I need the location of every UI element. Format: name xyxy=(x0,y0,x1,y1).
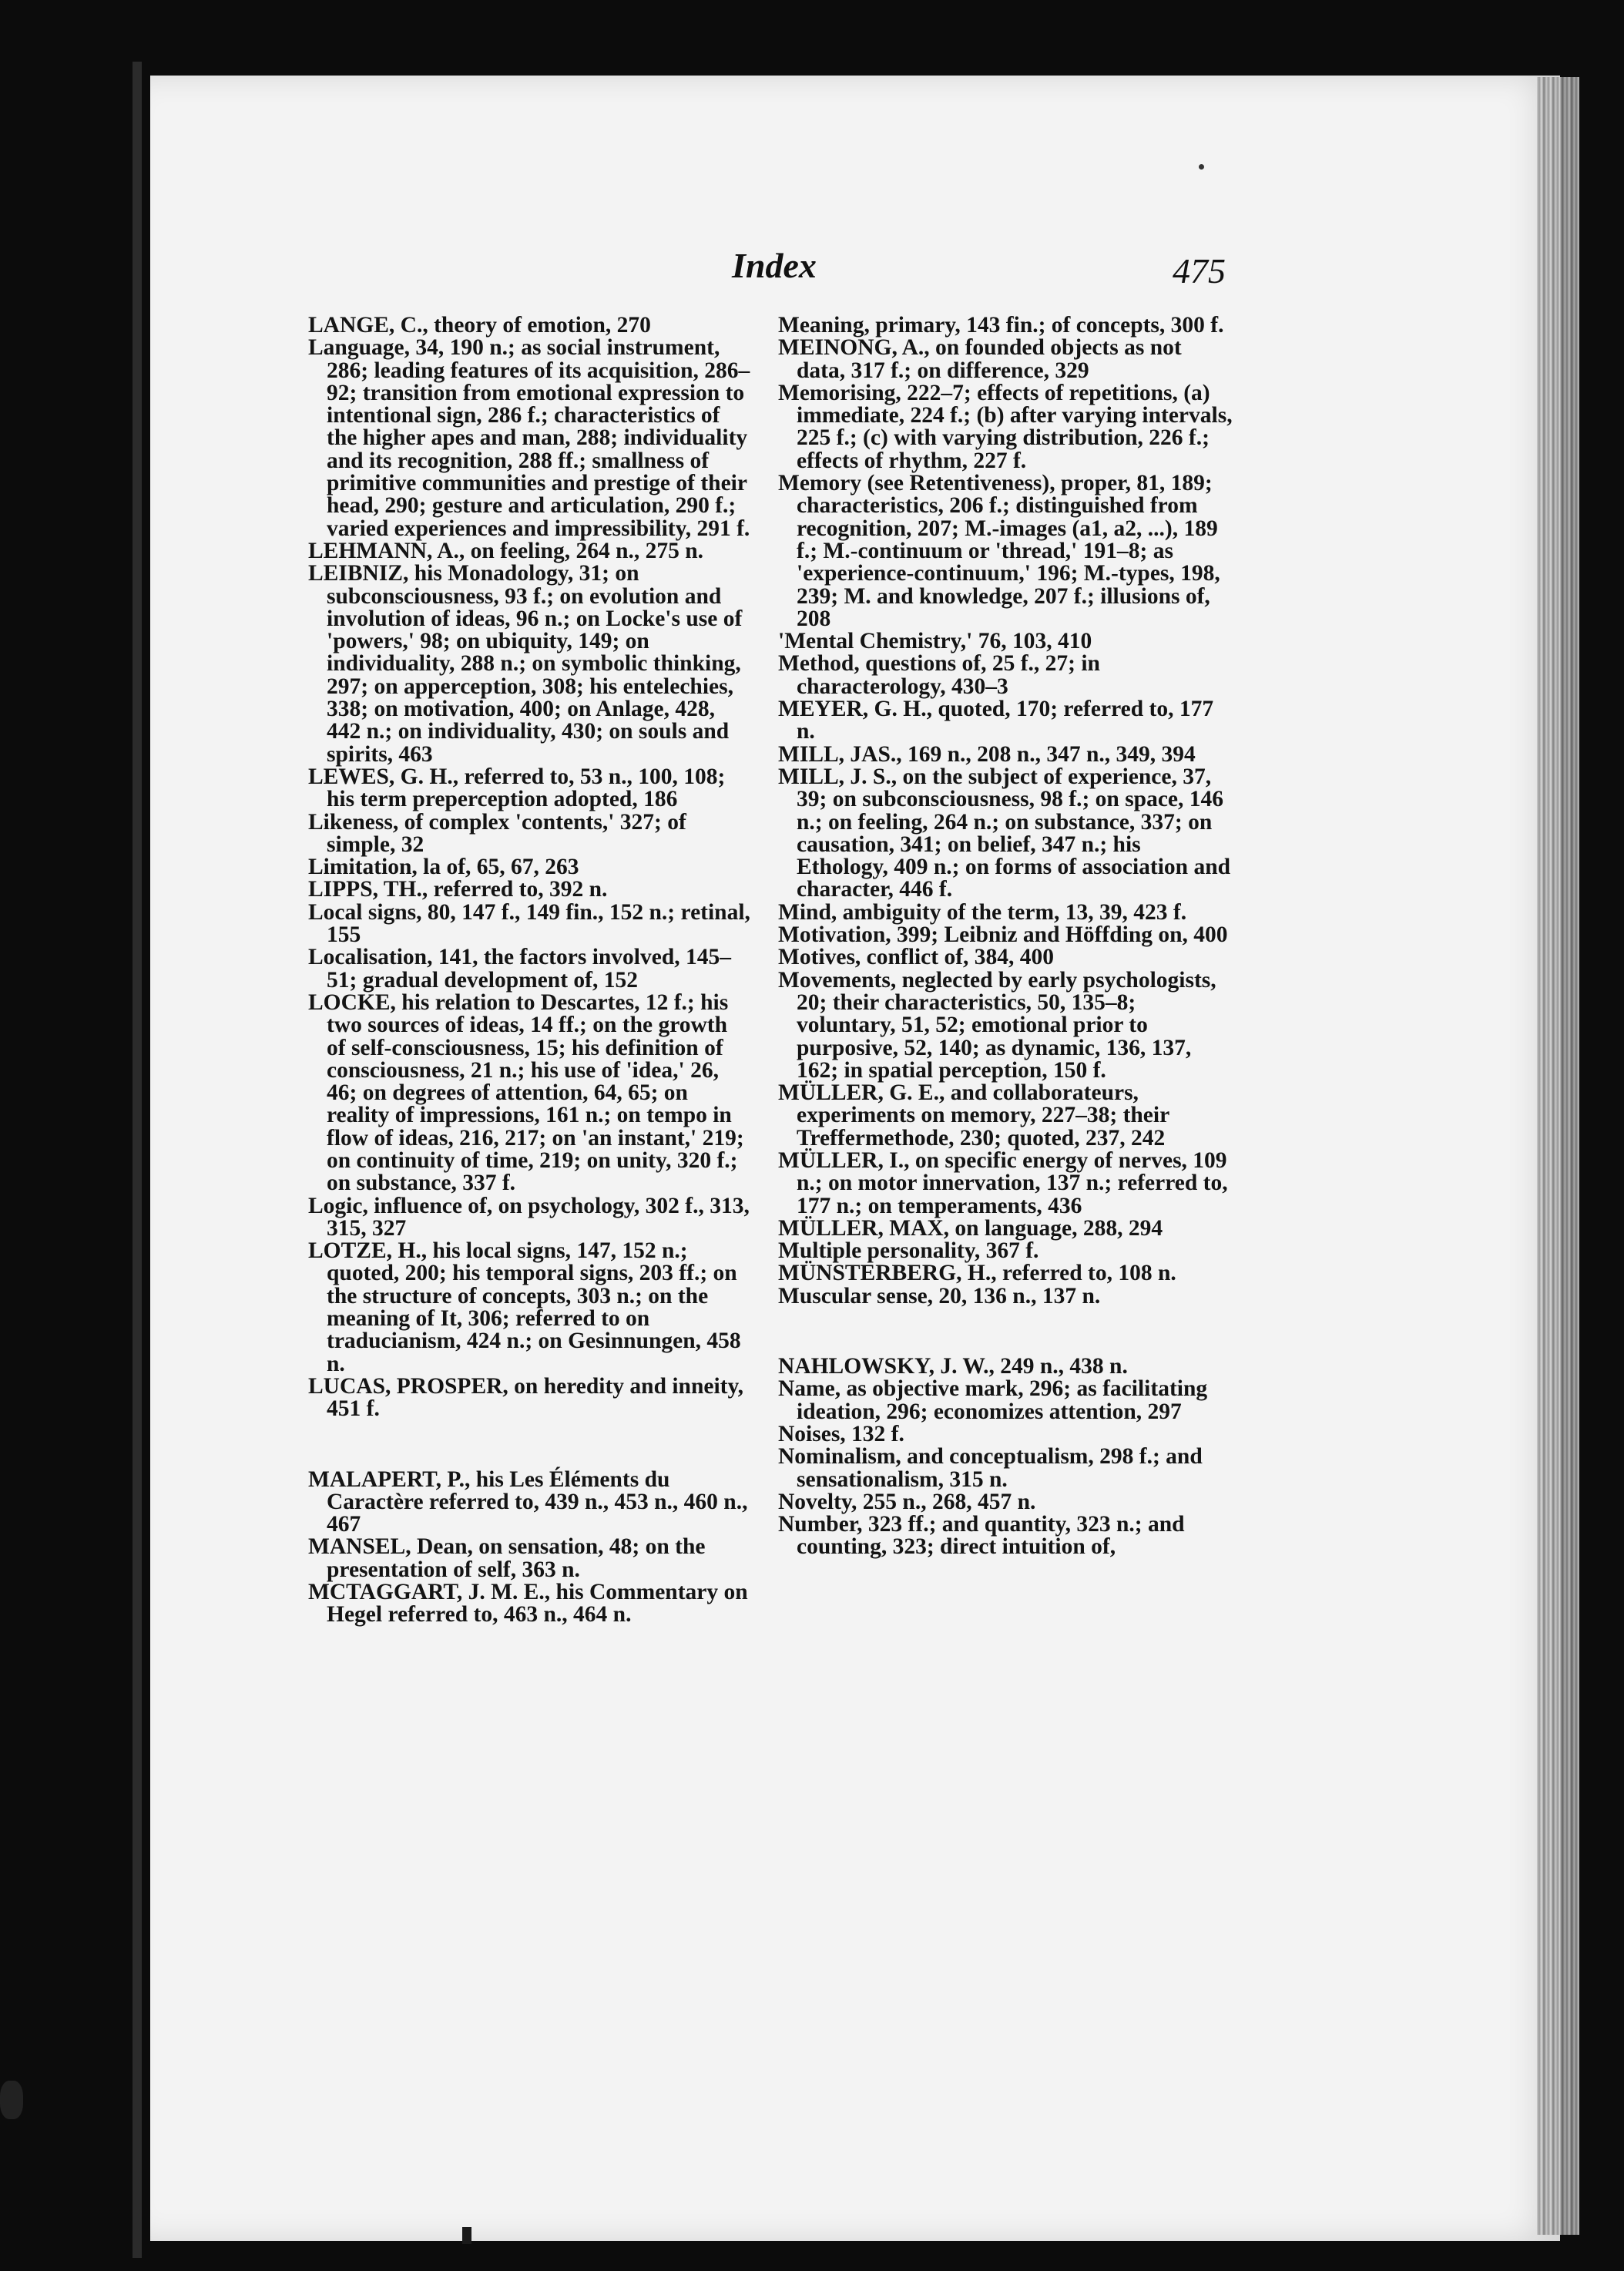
index-entry: MILL, J. S., on the subject of experience, 37, 39; on subconsciousness, 98 f.; on space, 146 n.; on feeling, 264 n.; on substance, 337; on causation, 341; on belief, 347 n.; his Ethology, 409 n.; on forms of association and character, 446 f. xyxy=(778,764,1231,902)
index-entry: MEINONG, A., on founded objects as not data, 317 f.; on difference, 329 xyxy=(778,335,1182,383)
index-entry: MALAPERT, P., his Les Éléments du Caractère referred to, 439 n., 453 n., 460 n., 467 xyxy=(308,1466,748,1537)
index-entry: Movements, neglected by early psychologists, 20; their characteristics, 50, 135–8; voluntary, 51, 52; emotional prior to purposive, 52, 140; as dynamic, 136, 137, 162; in spatial perception, 150 f. xyxy=(778,967,1216,1083)
section-gap xyxy=(308,1421,751,1469)
section-gap xyxy=(778,1308,1233,1356)
page-number: 475 xyxy=(1173,251,1226,291)
index-entry: Muscular sense, 20, 136 n., 137 n. xyxy=(778,1283,1101,1309)
index-entry: Local signs, 80, 147 f., 149 fin., 152 n.; retinal, 155 xyxy=(308,899,750,948)
index-entry: MEYER, G. H., quoted, 170; referred to, 177 n. xyxy=(778,697,1214,744)
binding-gutter xyxy=(133,62,142,2258)
index-column-right xyxy=(778,314,1233,1559)
index-entry: Name, as objective mark, 296; as facilitating ideation, 296; economizes attention, 297 xyxy=(778,1376,1208,1424)
index-entry: MILL, JAS., 169 n., 208 n., 347 n., 349, 394 xyxy=(778,741,1196,767)
index-entry: NAHLOWSKY, J. W., 249 n., 438 n. xyxy=(778,1354,1128,1379)
index-entry: Novelty, 255 n., 268, 457 n. xyxy=(778,1489,1036,1514)
index-column-left xyxy=(308,314,751,1627)
index-entry: MANSEL, Dean, on sensation, 48; on the presentation of self, 363 n. xyxy=(308,1534,706,1582)
index-entry: Logic, influence of, on psychology, 302 f., 313, 315, 327 xyxy=(308,1193,750,1241)
index-entry: LEIBNIZ, his Monadology, 31; on subconsciousness, 93 f.; on evolution and involution of ideas, 96 n.; on Locke's use of 'powers,' 98; on ubiquity, 149; on individuality, 288 n.; on symbolic thinking, 297; on apperception, 308; his entelechies, 338; on motivation, 400; on Anlage, 428, 442 n.; on individuality, 430; on souls and spirits, 463 xyxy=(308,561,743,767)
index-entry: LOCKE, his relation to Descartes, 12 f.; his two sources of ideas, 14 ff.; on the growth of self-consciousness, 15; his definition of consciousness, 21 n.; his use of 'idea,' 26, 46; on degrees of attention, 64, 65; on reality of impressions, 161 n.; on tempo in flow of ideas, 216, 217; on 'an instant,' 219; on continuity of time, 219; on unity, 320 f.; on substance, 337 f. xyxy=(308,989,744,1196)
index-entry: Multiple personality, 367 f. xyxy=(778,1238,1039,1264)
index-entry: LOTZE, H., his local signs, 147, 152 n.; quoted, 200; his temporal signs, 203 ff.; on the structure of concepts, 303 n.; on the meaning of It, 306; referred to on traducianism, 424 n.; on Gesinnungen, 458 n. xyxy=(308,1238,741,1376)
index-entry: MÜNSTERBERG, H., referred to, 108 n. xyxy=(778,1261,1176,1286)
index-entry: Motives, conflict of, 384, 400 xyxy=(778,945,1055,970)
index-entry: MÜLLER, G. E., and collaborateurs, experiments on memory, 227–38; their Treffermethode, 230; quoted, 237, 242 xyxy=(778,1080,1169,1151)
index-entry: MÜLLER, MAX, on language, 288, 294 xyxy=(778,1215,1163,1241)
index-entry: Mind, ambiguity of the term, 13, 39, 423 f. xyxy=(778,899,1187,925)
index-entry: MCTAGGART, J. M. E., his Commentary on Hegel referred to, 463 n., 464 n. xyxy=(308,1580,748,1628)
index-entry: Memorising, 222–7; effects of repetitions, (a) immediate, 224 f.; (b) after varying intervals, 225 f.; (c) with varying distribution, 226 f.; effects of rhythm, 227 f. xyxy=(778,380,1233,473)
index-entry: 'Mental Chemistry,' 76, 103, 410 xyxy=(778,629,1092,654)
ink-speck xyxy=(1199,164,1204,170)
index-entry: Motivation, 399; Leibniz and Höffding on, 400 xyxy=(778,922,1228,948)
margin-blot xyxy=(0,2081,23,2119)
index-entry: LANGE, C., theory of emotion, 270 xyxy=(308,313,651,338)
index-entry: Memory (see Retentiveness), proper, 81, 189; characteristics, 206 f.; distinguished from recognition, 207; M.-images (a1, a2, ...), 189 f.; M.-continuum or 'thread,' 191–8; as 'experience-continuum,' 196; M.-types, 198, 239; M. and knowledge, 207 f.; illusions of, 208 xyxy=(778,471,1220,631)
index-entry: LIPPS, TH., referred to, 392 n. xyxy=(308,877,608,902)
page-edge-stack xyxy=(1537,77,1579,2235)
index-entry: MÜLLER, I., on specific energy of nerves, 109 n.; on motor innervation, 137 n.; referred to, 177 n.; on temperaments, 436 xyxy=(778,1147,1228,1218)
index-entry: Nominalism, and conceptualism, 298 f.; and sensationalism, 315 n. xyxy=(778,1444,1203,1492)
running-head: Index xyxy=(732,246,817,285)
index-entry: Limitation, la of, 65, 67, 263 xyxy=(308,855,579,880)
index-entry: Language, 34, 190 n.; as social instrument, 286; leading features of its acquisition, 286–92; transition from emotional expression to intentional sign, 286 f.; characteristics of the higher apes and man, 288; individuality and its recognition, 288 ff.; smallness of primitive communities and prestige of their head, 290; gesture and articulation, 290 f.; varied experiences and impressibility, 291 f. xyxy=(308,335,750,541)
index-entry: LEHMANN, A., on feeling, 264 n., 275 n. xyxy=(308,538,704,563)
index-entry: Localisation, 141, the factors involved, 145–51; gradual development of, 152 xyxy=(308,945,732,993)
index-entry: LEWES, G. H., referred to, 53 n., 100, 108; his term preperception adopted, 186 xyxy=(308,764,726,812)
index-entry: Number, 323 ff.; and quantity, 323 n.; and counting, 323; direct intuition of, xyxy=(778,1512,1185,1560)
index-entry: Meaning, primary, 143 fin.; of concepts, 300 f. xyxy=(778,313,1224,338)
index-entry: Method, questions of, 25 f., 27; in characterology, 430–3 xyxy=(778,651,1100,699)
index-entry: Likeness, of complex 'contents,' 327; of simple, 32 xyxy=(308,809,686,857)
index-entry: LUCAS, PROSPER, on heredity and inneity, 451 f. xyxy=(308,1373,743,1422)
bottom-mark xyxy=(462,2227,471,2244)
index-entry: Noises, 132 f. xyxy=(778,1421,904,1446)
